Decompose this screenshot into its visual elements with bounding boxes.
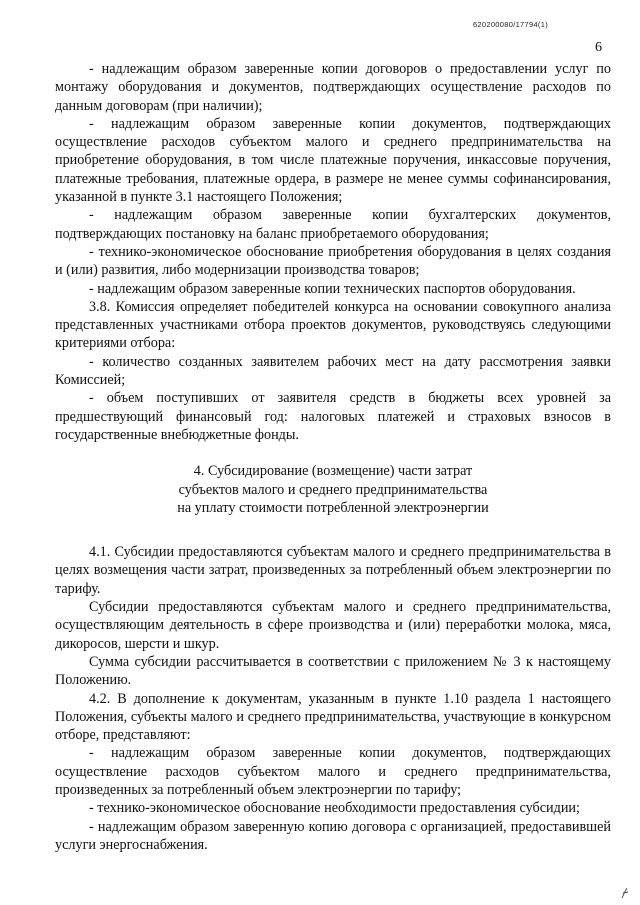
paragraph-4-1-subsidies: 4.1. Субсидии предоставляются субъектам малого и среднего предпринимательства в целях возмещения части затрат, произведенных за потребленный объем электроэнергии по тарифу.	[55, 544, 611, 597]
paragraph-expense-documents: - надлежащим образом заверенные копии документов, подтверждающих осуществление расходов субъектом малого и среднего предпринимательства на приобретение оборудования, в том числе платежные поручения, инкассовые поручения, платежные требования, платежные ордера, в размере не менее суммы софинансирования, указанной в пункте 3.1 настоящего Положения;	[55, 115, 611, 206]
section-title-line-2: субъектов малого и среднего предпринимательства	[178, 481, 488, 498]
paragraph-criterion-jobs: - количество созданных заявителем рабочих мест на дату рассмотрения заявки Комиссией;	[55, 353, 611, 389]
paragraph-technical-passports: - надлежащим образом заверенные копии технических паспортов оборудования.	[89, 280, 576, 297]
section-title-line-3: на уплату стоимости потребленной электроэнергии	[177, 499, 489, 516]
spacer	[55, 444, 611, 462]
paragraph-energy-contract: - надлежащим образом заверенную копию договора с организацией, предоставившей услуги энергоснабжения.	[55, 818, 611, 853]
paragraph-installation-contracts: - надлежащим образом заверенные копии договоров о предоставлении услуг по монтажу оборудования и документов, подтверждающих осуществление расходов по данным договорам (при наличии);	[55, 61, 611, 114]
paragraph-accounting-documents: - надлежащим образом заверенные копии бухгалтерских документов, подтверждающих постановку на баланс приобретаемого оборудования;	[55, 207, 611, 242]
paragraph-criterion-budget: - объем поступивших от заявителя средств в бюджеты всех уровней за предшествующий финансовый год: налоговых платежей и страховых взносов в государственные внебюджетные фонды.	[55, 390, 611, 443]
paragraph-subsidy-recipients: Субсидии предоставляются субъектам малого и среднего предпринимательства, осуществляющим деятельность в сфере производства и (или) переработки молока, мяса, дикоросов, шерсти и шкур.	[55, 599, 611, 652]
spacer	[55, 517, 611, 543]
handwritten-mark-icon	[620, 887, 630, 899]
paragraph-4-2-documents: 4.2. В дополнение к документам, указанным в пункте 1.10 раздела 1 настоящего Положения, субъекты малого и среднего предпринимательства, участвующие в конкурсном отборе, представляют:	[55, 690, 611, 744]
paragraph-subsidy-feasibility: - технико-экономическое обоснование необходимости предоставления субсидии;	[89, 800, 580, 817]
page-number: 6	[595, 40, 602, 55]
document-registration-number: 620200080/17794(1)	[472, 20, 548, 29]
section-title-line-1: 4. Субсидирование (возмещение) части затрат	[193, 463, 473, 480]
paragraph-electricity-expenses: - надлежащим образом заверенные копии документов, подтверждающих осуществление расходов субъектом малого и среднего предпринимательства, произведенных за потребленный объем электроэнергии по тарифу;	[55, 745, 611, 798]
paragraph-3-8-commission: 3.8. Комиссия определяет победителей конкурса на основании совокупного анализа представленных участниками отбора проектов документов, руководствуясь следующими критериями отбора:	[55, 298, 611, 352]
paragraph-subsidy-calculation: Сумма субсидии рассчитывается в соответствии с приложением № 3 к настоящему Положению.	[55, 653, 611, 689]
paragraph-feasibility-study: - технико-экономическое обоснование приобретения оборудования в целях создания и (или) развития, либо модернизации производства товаров;	[55, 243, 611, 279]
document-body	[55, 60, 611, 854]
